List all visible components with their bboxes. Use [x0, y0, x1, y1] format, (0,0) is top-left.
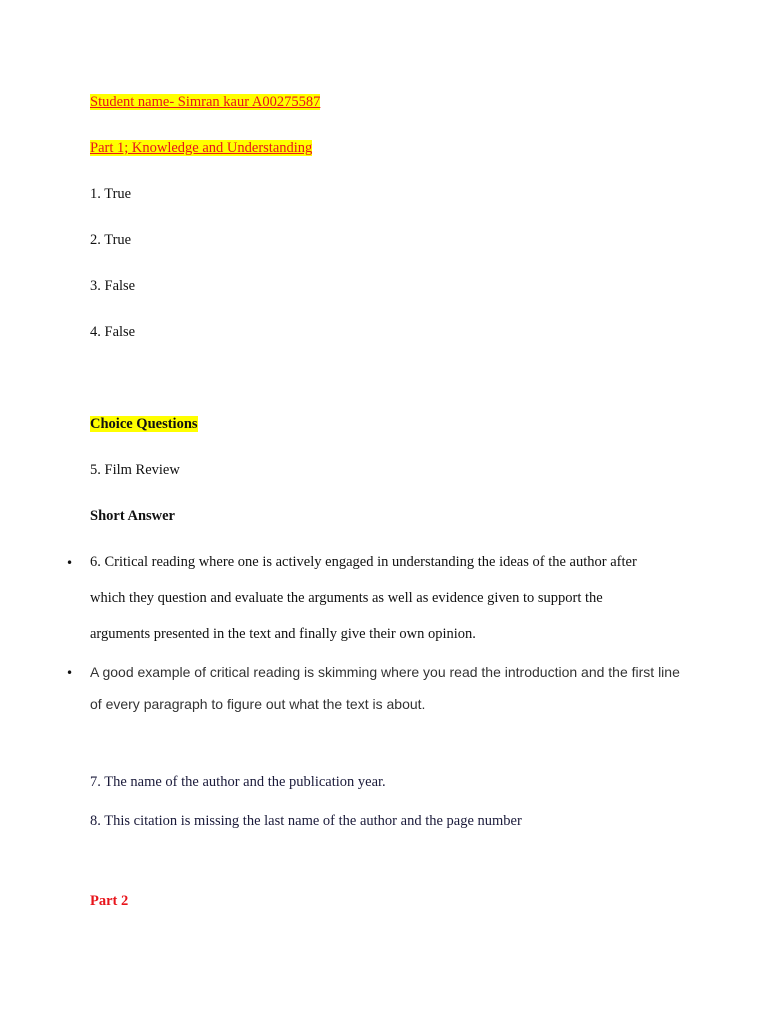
choice-heading-line	[90, 415, 198, 433]
bullet-example: •	[66, 666, 74, 680]
short-answer-heading: Short Answer	[90, 508, 175, 524]
q6-line-1: 6. Critical reading where one is actively engaged in understanding the ideas of the author after	[90, 554, 637, 570]
choice-heading: Choice Questions	[90, 416, 198, 432]
example-line-2: of every paragraph to figure out what the text is about.	[90, 696, 426, 712]
bullet-q6: •	[66, 556, 74, 570]
answer-1: 1. True	[90, 186, 132, 202]
answer-4: 4. False	[90, 324, 136, 340]
answer-3: 3. False	[90, 278, 136, 294]
q6-line-2: which they question and evaluate the arguments as well as evidence given to support the	[90, 590, 603, 606]
example-line-1: A good example of critical reading is skimming where you read the introduction and the first line	[90, 664, 680, 680]
student-name-line	[90, 93, 320, 111]
part2-title: Part 2	[90, 893, 129, 909]
answer-7: 7. The name of the author and the publication year.	[90, 774, 386, 790]
student-name: Student name- Simran kaur A00275587	[90, 94, 321, 110]
part1-title-line	[90, 139, 312, 157]
answer-5: 5. Film Review	[90, 462, 180, 478]
answer-8: 8. This citation is missing the last name of the author and the page number	[90, 813, 522, 829]
q6-line-3: arguments presented in the text and finally give their own opinion.	[90, 626, 476, 642]
part1-title: Part 1; Knowledge and Understanding	[90, 140, 313, 156]
answer-2: 2. True	[90, 232, 132, 248]
